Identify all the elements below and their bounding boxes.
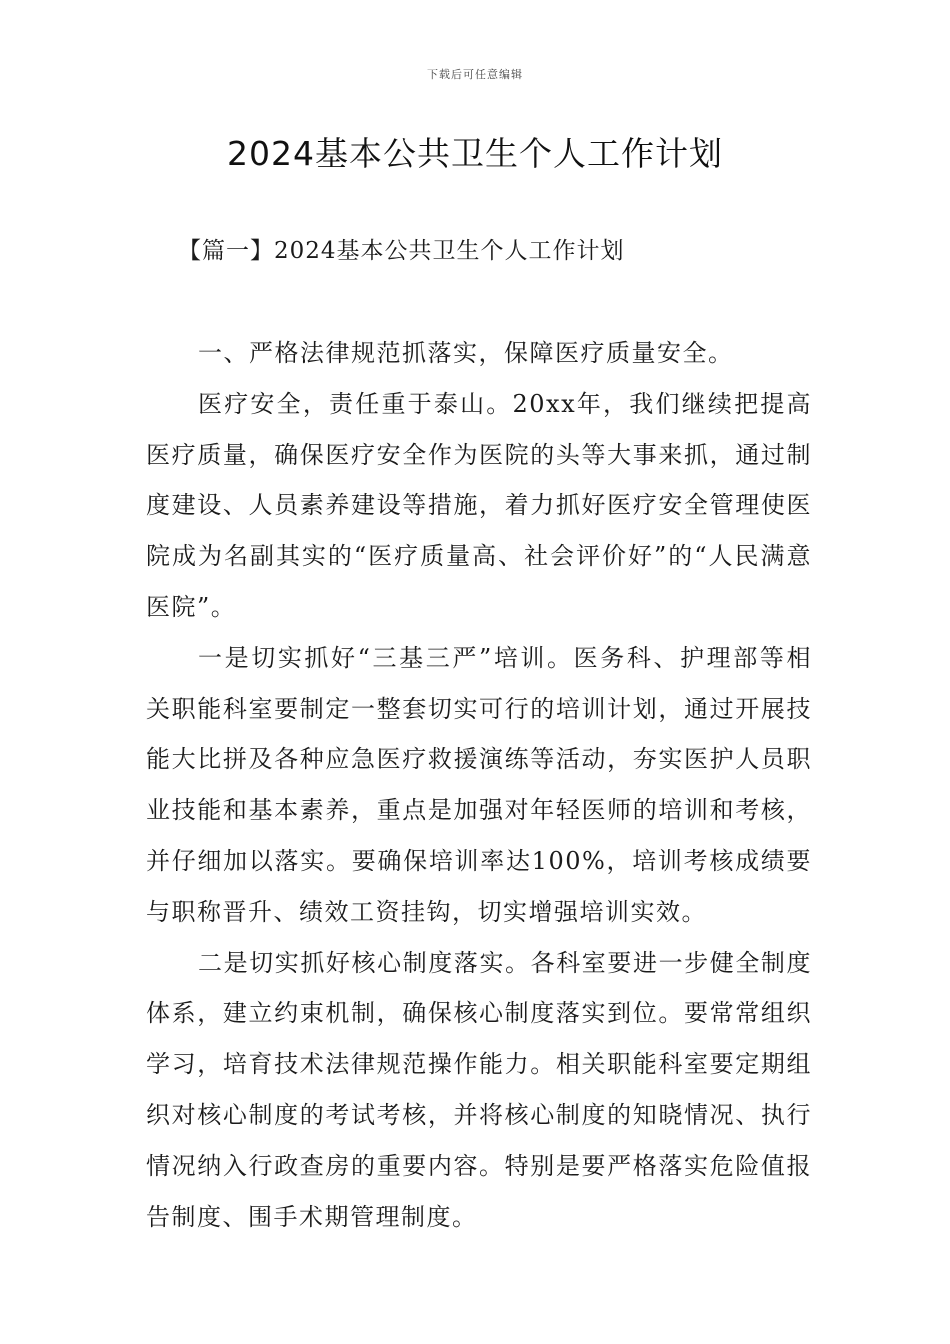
document-body [146, 328, 812, 1242]
section-heading: 【篇一】2024基本公共卫生个人工作计划 [178, 238, 625, 264]
paragraph: 二是切实抓好核心制度落实。各科室要进一步健全制度体系，建立约束机制，确保核心制度落实到位。要常常组织学习，培育技术法律规范操作能力。相关职能科室要定期组织对核心制度的考试考核，并将核心制度的知晓情况、执行情况纳入行政查房的重要内容。特别是要严格落实危险值报告制度、围手术期管理制度。 [146, 948, 812, 1231]
paragraph: 一是切实抓好“三基三严”培训。医务科、护理部等相关职能科室要制定一整套切实可行的培训计划，通过开展技能大比拼及各种应急医疗救援演练等活动，夯实医护人员职业技能和基本素养，重点是加强对年轻医师的培训和考核，并仔细加以落实。要确保培训率达100%，培训考核成绩要与职称晋升、绩效工资挂钩，切实增强培训实效。 [146, 643, 812, 926]
header-note: 下载后可任意编辑 [427, 68, 523, 81]
paragraph-heading: 一、严格法律规范抓落实，保障医疗质量安全。 [198, 339, 734, 367]
document-title: 2024基本公共卫生个人工作计划 [227, 134, 723, 173]
paragraph: 医疗安全，责任重于泰山。20xx年，我们继续把提高医疗质量，确保医疗安全作为医院的头等大事来抓，通过制度建设、人员素养建设等措施，着力抓好医疗安全管理使医院成为名副其实的“医疗质量高、社会评价好”的“人民满意医院”。 [146, 389, 812, 621]
